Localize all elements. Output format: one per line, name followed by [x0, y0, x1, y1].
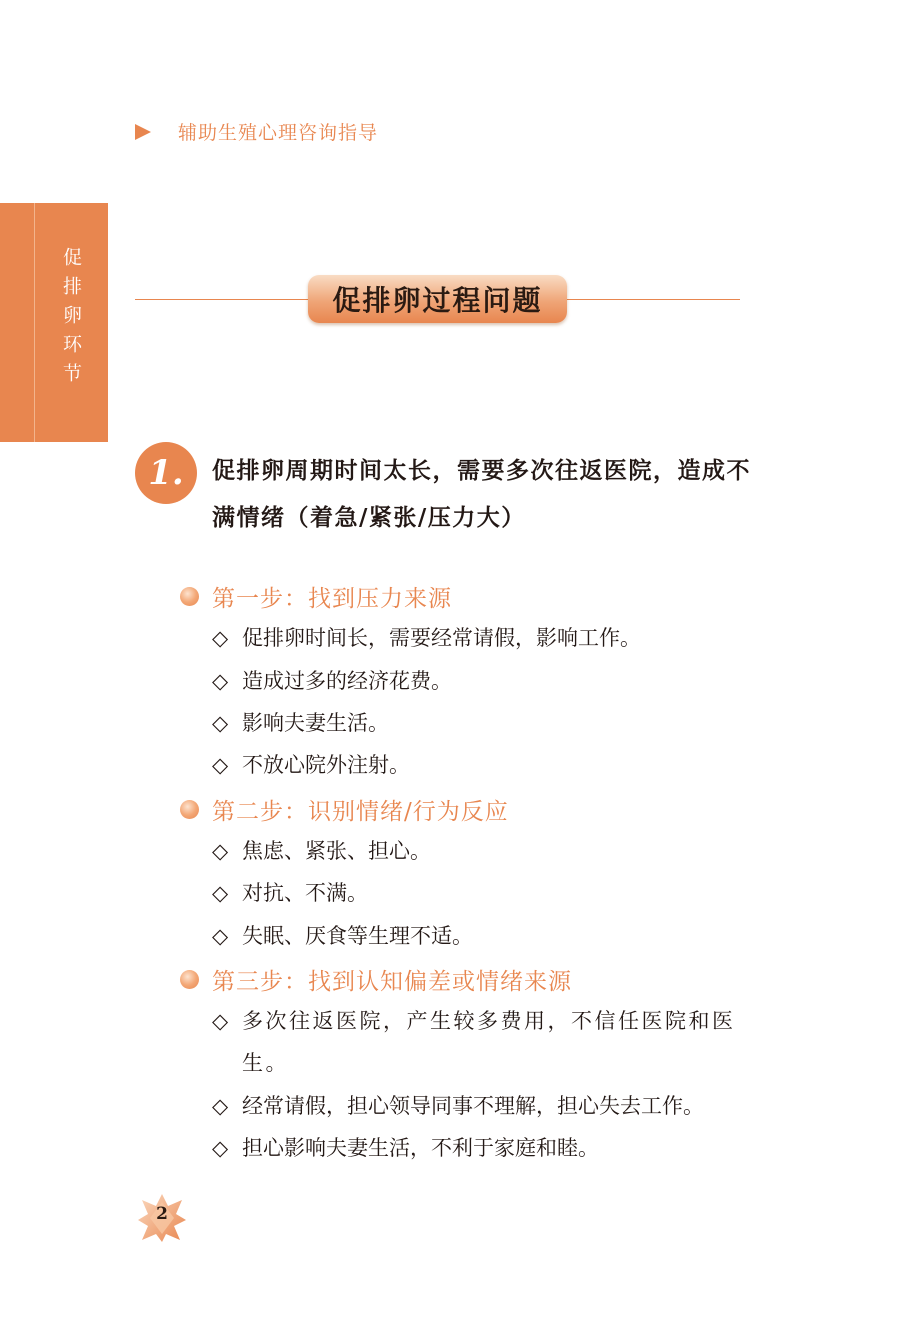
step-label: 第一步：找到压力来源 [212, 586, 452, 612]
list-item-text: 影响夫妻生活。 [242, 711, 389, 735]
list-item-text: 焦虑、紧张、担心。 [242, 839, 431, 863]
list-item-text: 担心影响夫妻生活，不利于家庭和睦。 [242, 1136, 599, 1160]
title-rule-left [135, 299, 310, 300]
list-item [212, 915, 742, 957]
question-text: 促排卵周期时间太长，需要多次往返医院，造成不满情绪（着急/紧张/压力大） [212, 458, 751, 531]
list-item-text: 造成过多的经济花费。 [242, 669, 452, 693]
list-item [212, 744, 742, 786]
diamond-icon: ◇ [212, 1136, 229, 1160]
question-number: 1. [148, 453, 184, 493]
section-title-banner [308, 275, 567, 323]
list-item [212, 617, 742, 659]
step-heading [180, 963, 572, 996]
list-item-text: 失眠、厌食等生理不适。 [242, 924, 473, 948]
list-item-text: 不放心院外注射。 [242, 753, 410, 777]
diamond-icon: ◇ [212, 1094, 229, 1118]
list-item-text: 经常请假，担心领导同事不理解，担心失去工作。 [242, 1094, 704, 1118]
list-item [212, 872, 742, 914]
list-item [212, 1000, 742, 1084]
diamond-icon: ◇ [212, 1009, 231, 1033]
page-number-badge [136, 1192, 188, 1244]
side-tab-label: 促排卵环节 [60, 247, 82, 392]
bullet-dot-icon [180, 970, 199, 989]
triangle-icon [135, 124, 151, 140]
list-item-text: 对抗、不满。 [242, 881, 368, 905]
bullet-dot-icon [180, 800, 199, 819]
question-number-badge [135, 442, 197, 504]
title-rule-right [565, 299, 740, 300]
diamond-icon: ◇ [212, 669, 229, 693]
running-header [135, 118, 378, 145]
list-item [212, 1085, 742, 1127]
diamond-icon: ◇ [212, 924, 229, 948]
diamond-icon: ◇ [212, 839, 229, 863]
step-heading [180, 793, 509, 826]
step-label: 第三步：找到认知偏差或情绪来源 [212, 969, 572, 995]
header-title: 辅助生殖心理咨询指导 [178, 122, 379, 144]
chapter-side-tab [0, 203, 108, 442]
page-number: 2 [156, 1204, 168, 1224]
list-item [212, 830, 742, 872]
diamond-icon: ◇ [212, 626, 229, 650]
side-tab-divider [34, 203, 35, 442]
step-label: 第二步：识别情绪/行为反应 [212, 799, 509, 825]
list-item [212, 702, 742, 744]
list-item-text: 多次往返医院，产生较多费用，不信任医院和医生。 [242, 1009, 736, 1075]
list-item [212, 1127, 742, 1169]
diamond-icon: ◇ [212, 711, 229, 735]
section-title: 促排卵过程问题 [332, 284, 543, 317]
list-item-text: 促排卵时间长，需要经常请假，影响工作。 [242, 626, 641, 650]
diamond-icon: ◇ [212, 881, 229, 905]
bullet-dot-icon [180, 587, 199, 606]
diamond-icon: ◇ [212, 753, 229, 777]
step-heading [180, 580, 452, 613]
list-item [212, 660, 742, 702]
